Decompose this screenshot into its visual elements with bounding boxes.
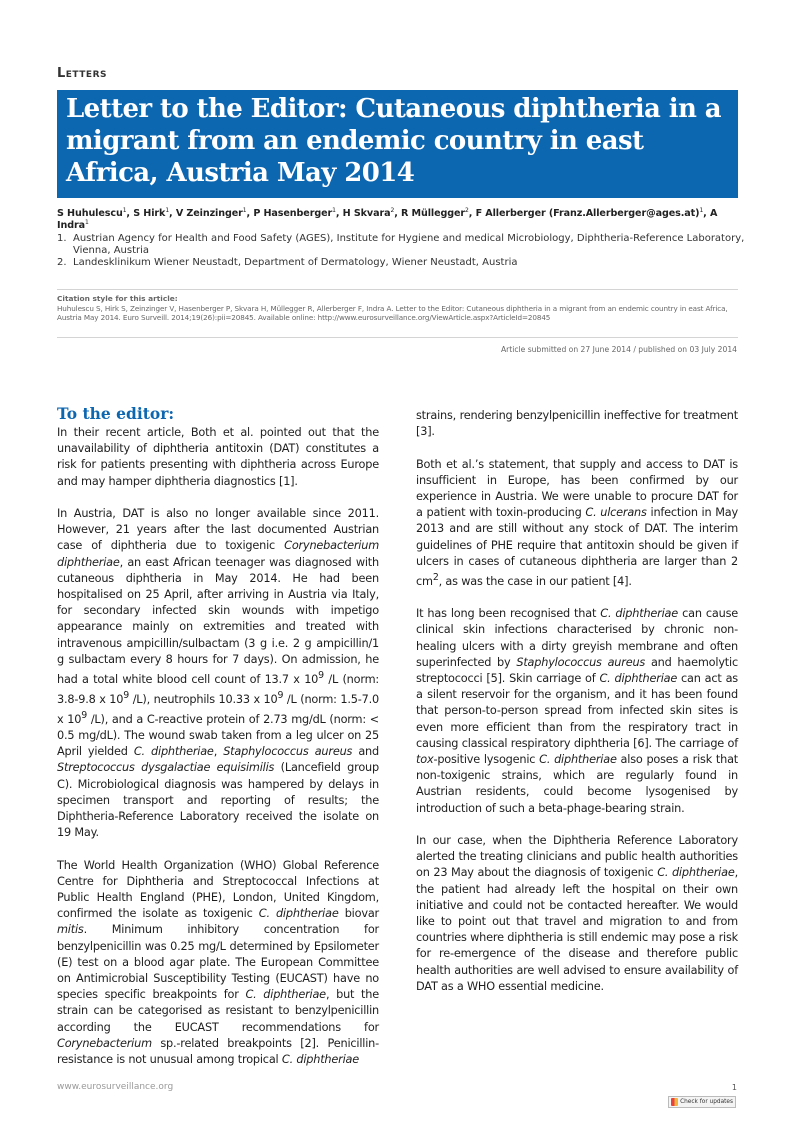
- text-run: In Austria, DAT is also no longer available since 2011. However, 21 years after the last documented Austrian case of diphtheria due to toxigenic: [57, 507, 379, 553]
- author-affiliation-mark: 2: [465, 206, 469, 214]
- text-run: , but the strain can be categorised as resistant to benzylpenicillin according the EUCAST recommendations for: [57, 988, 379, 1034]
- author: S Hirk: [133, 208, 166, 219]
- author: P Hasenberger: [253, 208, 333, 219]
- species-name: Staphylococcus aureus: [516, 655, 646, 669]
- text-run: /L (norm: 3.8-9.8 x 10: [57, 672, 379, 706]
- text-run: -positive lysogenic: [433, 753, 540, 766]
- text-run: can act as a silent reservoir for the organism, and it has been found that person-to-person spread from infected skin sites is even more efficient than from the respiratory tract in causing classical respiratory diphtheria [6]. The carriage of: [416, 671, 738, 750]
- body-column-right: [416, 408, 738, 1011]
- affiliation-2: [57, 257, 747, 269]
- author-list: S Huhulescu$^1$, S Hirk$^1$, V Zeinzinger$^1$, P Hasenberger$^1$, H Skvara$^2$, R Müllegger$^2$, F Allerberger (Franz.Allerberger@ages.at)$^1$, A Indra$^1$: [57, 206, 718, 231]
- author: R Müllegger: [400, 208, 466, 219]
- page-number: 1: [731, 1083, 737, 1092]
- author: V Zeinzinger: [175, 208, 243, 219]
- author: H Skvara: [342, 208, 391, 219]
- species-name: Streptococcus dysgalactiae equisimilis: [57, 761, 275, 775]
- author-affiliation-mark: 1: [122, 206, 127, 214]
- text-run: . Minimum inhibitory concentration for benzylpenicillin was 0.25 mg/L determined by Epsilometer (E) test on a blood agar plate. The European Committee on Antimicrobial Susceptibility Testing (EUCAST) have no species specific breakpoints for: [57, 923, 379, 1002]
- check-for-updates-label: Check for updates: [680, 1099, 733, 1105]
- check-for-updates-badge[interactable]: [668, 1096, 736, 1108]
- divider: [57, 289, 738, 290]
- text-run: biovar: [338, 907, 379, 921]
- text-run: /L), neutrophils 10.33 x 10: [129, 692, 278, 706]
- paragraph: [416, 833, 738, 995]
- citation-text: Huhulescu S, Hirk S, Zeinzinger V, Hasenberger P, Skvara H, Müllegger R, Allerberger F, Indra A. Letter to the Editor: Cutaneous diphtheria in a migrant from an endemic country in east Africa, Austria May 2014. Euro Surveill. 2014;19(26):pii=20845. Available online: http://www.eurosurveillance.org/ViewArticle.aspx?ArticleId=20845: [57, 304, 728, 322]
- text-run: sp.-related breakpoints [2]. Penicillin-resistance is not unusual among tropical: [57, 1036, 379, 1066]
- species-name: C. diphtheriae: [281, 1052, 359, 1066]
- article-title: Letter to the Editor: Cutaneous diphtheria in a migrant from an endemic country in east Africa, Austria May 2014: [66, 94, 721, 188]
- species-name: C. diphtheriae: [599, 671, 678, 685]
- text-run: , the patient had already left the hospital on their own initiative and could not be contacted hereafter. We would like to point out that travel and migration to and from countries where diphtheria is still endemic may pose a risk for re-emergence of the disease and therefore public health authorities are well advised to ensure availability of DAT as a WHO essential medicine.: [416, 866, 738, 993]
- affiliation-text: Austrian Agency for Health and Food Safety (AGES), Institute for Hygiene and medical Microbiology, Diphtheria-Reference Laboratory, Vienna, Austria: [73, 233, 745, 256]
- exponent: 9: [318, 670, 324, 682]
- species-name: Corynebacterium diphtheriae: [57, 539, 379, 569]
- author-affiliation-mark: 1: [332, 206, 336, 214]
- species-name: C. diphtheriae: [258, 907, 339, 921]
- author-affiliation-mark: 1: [165, 206, 170, 214]
- author-affiliation-mark: 2: [390, 206, 395, 214]
- submission-dates: Article submitted on 27 June 2014 / published on 03 July 2014: [500, 345, 737, 354]
- species-name: mitis: [57, 923, 84, 937]
- text-run: can cause clinical skin infections characterised by chronic non-healing ulcers with a dirty greyish membrane and often superinfected by: [416, 607, 739, 669]
- salutation-heading: To the editor:: [57, 404, 175, 423]
- author-affiliation-mark: 1: [699, 206, 704, 214]
- text-run: Both et al.’s statement, that supply and access to DAT is insufficient in Europe, has been confirmed by our experience in Austria. We were unable to procure DAT for a patient with toxin-producing: [416, 457, 738, 520]
- footer-website: www.eurosurveillance.org: [57, 1082, 174, 1092]
- species-name: C. diphtheriae: [133, 745, 214, 759]
- paragraph: [57, 506, 379, 841]
- title-banner: [57, 90, 738, 198]
- author: A Indra: [57, 208, 718, 231]
- paragraph: In their recent article, Both et al. pointed out that the unavailability of diphtheria antitoxin (DAT) constitutes a risk for patients presenting with diphtheria across Europe and may hamper diphtheria diagnostics [1].: [57, 426, 379, 488]
- text-run: infection in May 2013 and are still without any stock of DAT. The interim guidelines of PHE require that antitoxin should be given if ulcers in cases of cutaneous diphtheria are larger than 2 cm: [416, 506, 738, 588]
- affiliation-number: 2.: [57, 257, 67, 268]
- affiliation-1: [57, 233, 747, 257]
- exponent: 9: [81, 709, 88, 721]
- paragraph: [416, 606, 738, 817]
- paragraph: [416, 457, 738, 590]
- species-name: Staphylococcus aureus: [223, 745, 353, 759]
- text-run: The World Health Organization (WHO) Global Reference Centre for Diphtheria and Streptococcal Infections at Public Health England (PHE), London, United Kingdom, confirmed the isolate as toxigenic: [57, 858, 379, 921]
- text-run: It has long been recognised that: [416, 607, 601, 621]
- exponent: 2: [432, 572, 439, 584]
- text-run: , an east African teenager was diagnosed with cutaneous diphtheria in May 2014. He had been hospitalised on 25 April, after arriving in Austria via Italy, for secondary infected skin wounds with impetigo appearance mainly on extremities and treated with intravenous ampicillin/sulbactam (3 g i.e. 2 g ampicillin/1 g sulbactam every 8 hours for 7 days). On admission, he had a total white blood cell count of 13.7 x 10: [57, 555, 379, 686]
- affiliation-text: Landesklinikum Wiener Neustadt, Department of Dermatology, Wiener Neustadt, Austria: [73, 257, 518, 268]
- affiliation-number: 1.: [57, 233, 67, 244]
- gene-name: tox: [416, 753, 434, 766]
- author-affiliation-mark: 1: [242, 206, 247, 214]
- text-run: In our case, when the Diphtheria Reference Laboratory alerted the treating clinicians and public health authorities on 23 May about the diagnosis of toxigenic: [416, 834, 738, 880]
- text-run: /L), and a C-reactive protein of 2.73 mg/dL (norm: < 0.5 mg/dL). The wound swab taken from a leg ulcer on 25 April yielded: [57, 712, 380, 759]
- species-name: C. diphtheriae: [539, 753, 617, 766]
- crossmark-icon: [671, 1098, 678, 1106]
- text-run: also poses a risk that non-toxigenic strains, which are regularly found in Austrian residents, could become lysogenised by introduction of such a beta-phage-bearing strain.: [416, 753, 739, 815]
- section-label: Letters: [57, 66, 107, 81]
- paragraph: strains, rendering benzylpenicillin ineffective for treatment [3].: [416, 409, 738, 439]
- author-corresponding: F Allerberger (Franz.Allerberger@ages.at): [475, 208, 700, 219]
- text-run: and haemolytic streptococci [5]. Skin carriage of: [416, 655, 738, 685]
- species-name: C. ulcerans: [585, 506, 647, 520]
- species-name: C. diphtheriae: [245, 988, 326, 1002]
- text-run: /L (norm: 1.5-7.0 x 10: [57, 692, 379, 726]
- paragraph: [57, 858, 379, 1069]
- author-affiliation-mark: 1: [84, 218, 89, 226]
- divider: [57, 337, 738, 338]
- species-name: C. diphtheriae: [657, 866, 735, 880]
- author: S Huhulescu: [57, 208, 123, 219]
- exponent: 9: [277, 690, 284, 701]
- species-name: Corynebacterium: [57, 1036, 152, 1050]
- body-column-left: [57, 404, 379, 1084]
- exponent: 9: [123, 690, 130, 701]
- species-name: C. diphtheriae: [600, 607, 679, 621]
- text-run: (Lancefield group C). Microbiological diagnosis was hampered by delays in specimen transport and reporting of results; the Diphtheria-Reference Laboratory received the isolate on 19 May.: [57, 761, 379, 840]
- text-run: and: [352, 745, 379, 759]
- text-run: , as was the case in our patient [4].: [438, 574, 632, 588]
- text-run: ,: [213, 745, 224, 759]
- citation-label: Citation style for this article:: [57, 294, 178, 303]
